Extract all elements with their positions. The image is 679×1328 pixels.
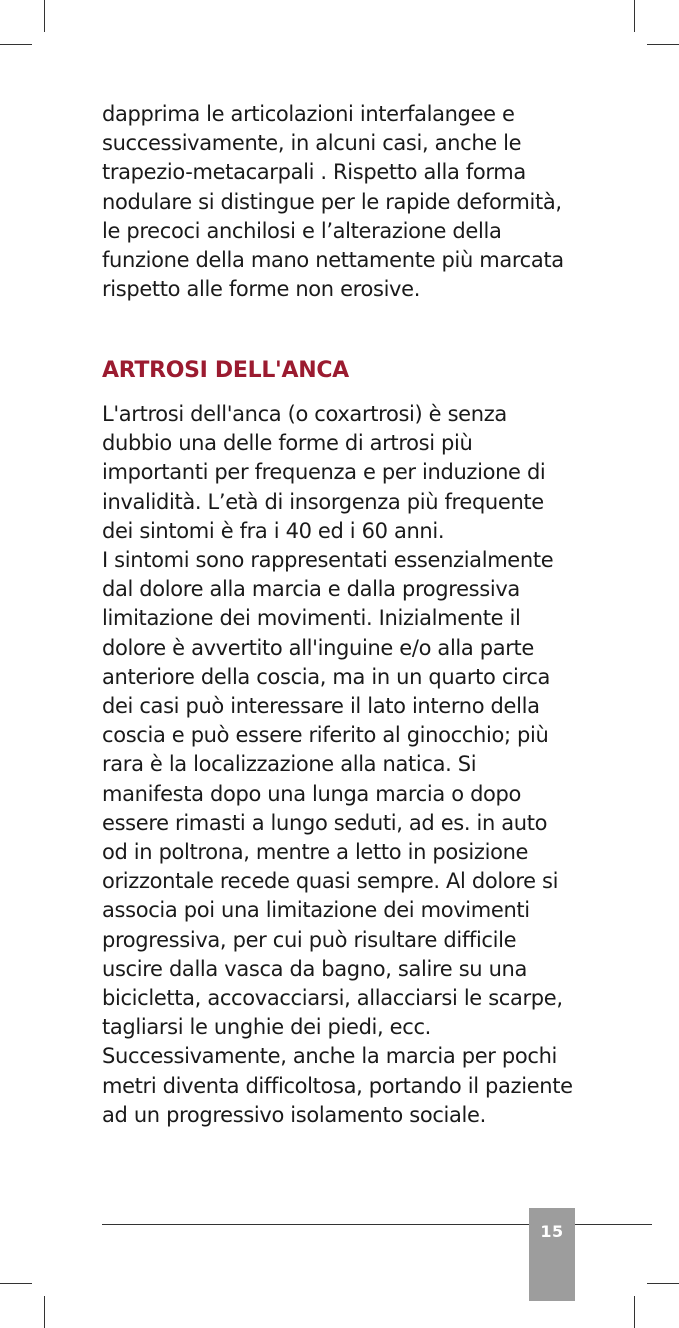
crop-mark-bottom-right-vertical <box>634 1296 635 1328</box>
text-line: dubbio una delle forme di artrosi più <box>102 431 473 456</box>
text-line: nodulare si distingue per le rapide deformità, <box>102 189 562 214</box>
text-line: limitazione dei movimenti. Inizialmente il <box>102 606 521 631</box>
text-line: ad un progressivo isolamento sociale. <box>102 1102 486 1127</box>
text-line: invalidità. L’età di insorgenza più frequente <box>102 489 544 514</box>
section-heading: ARTROSI DELL'ANCA <box>102 358 349 383</box>
text-line: orizzontale recede quasi sempre. Al dolore si <box>102 869 559 894</box>
text-line: dal dolore alla marcia e dalla progressiva <box>102 577 520 602</box>
text-line: rispetto alle forme non erosive. <box>102 277 421 302</box>
crop-mark-top-left-vertical <box>44 0 45 32</box>
crop-mark-bottom-left-horizontal <box>0 1283 32 1284</box>
text-line: bicicletta, accovacciarsi, allacciarsi le scarpe, <box>102 986 563 1011</box>
text-line: uscire dalla vasca da bagno, salire su una <box>102 956 528 981</box>
text-line: manifesta dopo una lunga marcia o dopo <box>102 781 522 806</box>
crop-mark-bottom-right-horizontal <box>647 1283 679 1284</box>
crop-mark-top-right-vertical <box>634 0 635 32</box>
text-line: importanti per frequenza e per induzione di <box>102 460 546 485</box>
text-line: metri diventa difficoltosa, portando il paziente <box>102 1073 573 1098</box>
page-number: 15 <box>540 1222 564 1241</box>
text-line: progressiva, per cui può risultare difficile <box>102 927 517 952</box>
text-line: essere rimasti a lungo seduti, ad es. in auto <box>102 810 548 835</box>
text-line: dei sintomi è fra i 40 ed i 60 anni. <box>102 518 445 543</box>
page-number-tab <box>529 1208 575 1301</box>
intro-paragraph <box>102 100 602 304</box>
text-line: associa poi una limitazione dei movimenti <box>102 898 530 923</box>
text-line: coscia e può essere riferito al ginocchio; più <box>102 723 549 748</box>
text-line: dapprima le articolazioni interfalangee e <box>102 102 515 126</box>
text-line: tagliarsi le unghie dei piedi, ecc. <box>102 1015 431 1040</box>
text-line: successivamente, in alcuni casi, anche le <box>102 131 522 156</box>
text-line: trapezio-metacarpali . Rispetto alla forma <box>102 160 526 185</box>
crop-mark-top-right-horizontal <box>647 44 679 45</box>
body-paragraph <box>102 400 602 1130</box>
text-line: dei casi può interessare il lato interno della <box>102 694 540 719</box>
text-line: anteriore della coscia, ma in un quarto circa <box>102 664 551 689</box>
text-line: le precoci anchilosi e l’alterazione della <box>102 218 502 243</box>
text-line: dolore è avvertito all'inguine e/o alla parte <box>102 635 534 660</box>
text-line: rara è la localizzazione alla natica. Si <box>102 752 477 777</box>
text-line: od in poltrona, mentre a letto in posizione <box>102 840 529 865</box>
text-line: funzione della mano nettamente più marcata <box>102 248 564 273</box>
text-line: L'artrosi dell'anca (o coxartrosi) è senza <box>102 402 507 426</box>
crop-mark-bottom-left-vertical <box>44 1296 45 1328</box>
crop-mark-top-left-horizontal <box>0 44 32 45</box>
text-line: I sintomi sono rappresentati essenzialmente <box>102 548 554 573</box>
text-line: Successivamente, anche la marcia per pochi <box>102 1044 558 1069</box>
